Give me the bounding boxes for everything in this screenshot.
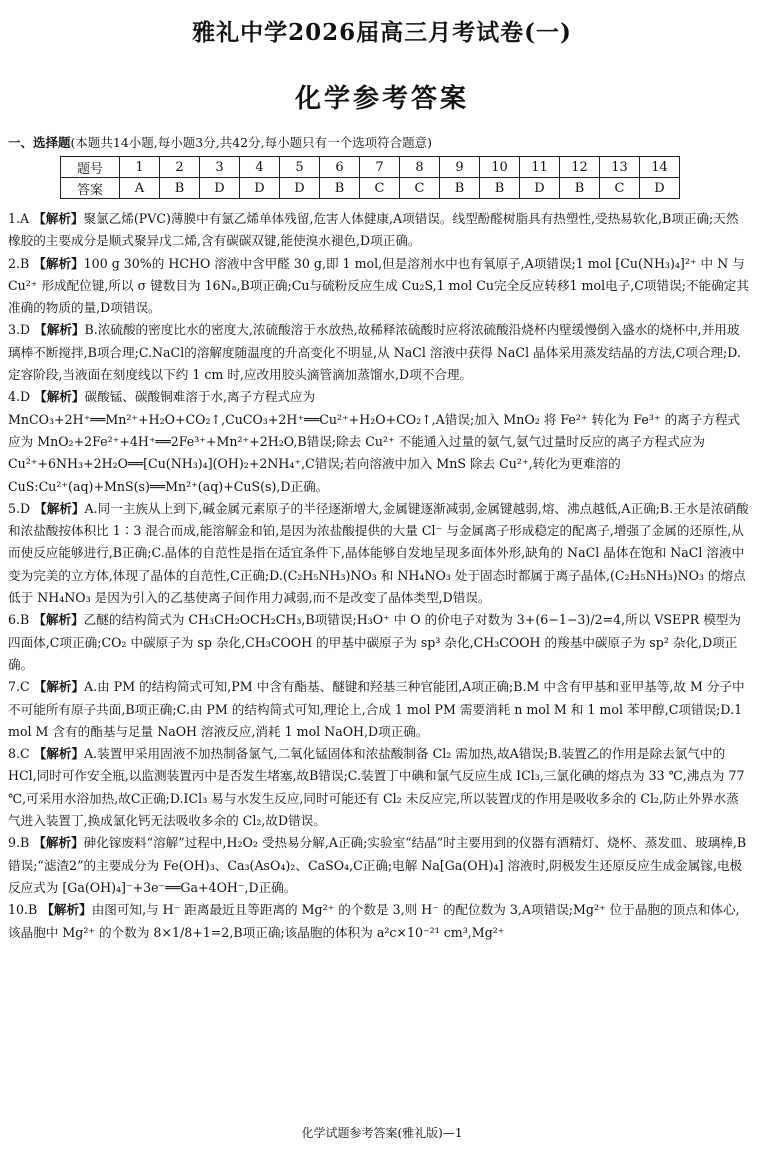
answer-cell: B [320,178,360,199]
analysis-tag: 【解析】 [33,211,84,226]
item-text: B.浓硫酸的密度比水的密度大,浓硫酸溶于水放热,故稀释浓硫酸时应将浓硫酸沿烧杯内壁缓慢倒入盛水的烧杯中,并用玻璃棒不断搅拌,B项合理;C.NaCl的溶解度随温度的升高变化不明显,从 NaCl 溶液中获得 NaCl 晶体采用蒸发结晶的方法,C项合理;D.定容阶段,当液面在刻度线以下约 1 cm 时,应改用胶头滴管滴加蒸馏水,D项不合理。 [8,322,741,383]
page-footer: 化学试题参考答案(雅礼版)—1 [301,1126,463,1140]
answer-cell: D [200,178,240,199]
item-head: 8.C [8,746,30,762]
answer-cell: B [560,178,600,199]
item-head: 6.B [8,612,30,628]
question-number: 3 [200,157,240,178]
question-number: 9 [440,157,480,178]
item-head: 1.A [8,211,30,226]
explanation-item-3 [8,319,750,386]
explanation-item-1 [8,208,750,253]
question-number: 8 [400,157,440,178]
question-number: 5 [280,157,320,178]
answer-cell: B [160,178,200,199]
item-head: 10.B [8,902,38,918]
item-text: 乙醚的结构简式为 CH₃CH₂OCH₂CH₃,B项错误;H₃O⁺ 中 O 的价电子对数为 3+(6−1−3)/2=4,所以 VSEPR 模型为四面体,C项正确;CO₂ 中碳原子为 sp 杂化,CH₃COOH 的甲基中碳原子为 sp³ 杂化,CH₃COOH 的羧基中碳原子为 sp² 杂化,D项正确。 [8,612,741,672]
analysis-tag: 【解析】 [33,835,84,851]
analysis-tag: 【解析】 [34,389,85,405]
section-heading [8,133,748,151]
section-note: (本题共14小题,每小题3分,共42分,每小题只有一个选项符合题意) [70,135,432,150]
question-number: 6 [320,157,360,178]
answer-cell: C [360,178,400,199]
explanation-item-5 [8,498,750,609]
answer-table [60,156,680,199]
answer-cell: D [240,178,280,199]
answer-cell: C [400,178,440,199]
question-number: 11 [520,157,560,178]
analysis-tag: 【解析】 [33,679,85,695]
analysis-tag: 【解析】 [33,255,84,271]
item-text: A.由 PM 的结构简式可知,PM 中含有酯基、醚键和羟基三种官能团,A项正确;B.M 中含有甲基和亚甲基等,故 M 分子中不可能所有原子共面,B项正确;C.由 PM 的结构简式可知,理论上,合成 1 mol PM 需要消耗 n mol M 和 1 mol 苯甲醇,C项错误;D.1 mol M 含有的酯基与足量 NaOH 溶液反应,消耗 1 mol NaOH,D项正确。 [8,679,745,739]
item-text: 碳酸锰、碳酸铜难溶于水,离子方程式应为 MnCO₃+2H⁺══Mn²⁺+H₂O+CO₂↑,CuCO₃+2H⁺══Cu²⁺+H₂O+CO₂↑,A错误;加入 MnO₂ 将 Fe²⁺ 转化为 Fe³⁺ 的离子方程式应为 MnO₂+2Fe²⁺+4H⁺══2Fe³⁺+Mn²⁺+2H₂O,B错误;除去 Cu²⁺ 不能通入过量的氨气,氨气过量时反应的离子方程式应为 Cu²⁺+6NH₃+2H₂O══[Cu(NH₃)₄](OH)₂+2NH₄⁺,C错误;若向溶液中加入 MnS 除去 Cu²⁺,转化为更难溶的 CuS:Cu²⁺(aq)+MnS(s)══Mn²⁺(aq)+CuS(s),D正确。 [8,389,741,494]
section-label: 一、选择题 [8,135,71,150]
school-exam-title: 雅礼中学2026届高三月考试卷(一) [192,19,572,46]
answer-cell: A [120,178,160,199]
item-text: A.装置甲采用固液不加热制备氯气,二氧化锰固体和浓盐酸制备 Cl₂ 需加热,故A错误;B.装置乙的作用是除去氯气中的 HCl,同时可作安全瓶,以监测装置丙中是否发生堵塞,故B错误;C.装置丁中碘和氯气反应生成 ICl₃,三氯化碘的熔点为 33 ℃,沸点为 77 ℃,可采用水浴加热,故C正确;D.ICl₃ 易与水发生反应,同时可能还有 Cl₂ 未反应完,所以装置戊的作用是吸收多余的 Cl₂,防止外界水蒸气进入装置丁,换成氯化钙无法吸收多余的 Cl₂,故D错误。 [8,746,745,829]
answer-cell: D [640,178,680,199]
item-head: 7.C [8,679,30,695]
analysis-tag: 【解析】 [34,500,85,516]
item-text: A.同一主族从上到下,碱金属元素原子的半径逐渐增大,金属键逐渐减弱,金属键越弱,熔、沸点越低,A正确;B.王水是浓硝酸和浓盐酸按体积比 1∶3 混合而成,能溶解金和铂,是因为浓盐酸提供的大量 Cl⁻ 与金属离子形成稳定的配离子,增强了金属的还原性,从而使反应能够进行,B正确;C.晶体的自范性是指在适宜条件下,晶体能够自发地呈现多面体外形,缺角的 NaCl 晶体在饱和 NaCl 溶液中变为完美的立方体,体现了晶体的自范性,C正确;D.(C₂H₅NH₃)NO₃ 和 NH₄NO₃ 处于固态时都属于离子晶体,(C₂H₅NH₃)NO₃ 的熔点低于 NH₄NO₃ 是因为引入的乙基使离子间作用力减弱,而不是改变了晶体类型,D错误。 [8,500,749,606]
analysis-tag: 【解析】 [41,902,92,918]
question-number: 13 [600,157,640,178]
item-head: 3.D [8,322,31,338]
analysis-tag: 【解析】 [34,322,85,338]
item-text: 100 g 30%的 HCHO 溶液中含甲醛 30 g,即 1 mol,但是溶剂水中也有氧原子,A项错误;1 mol [Cu(NH₃)₄]²⁺ 中 N 与 Cu²⁺ 形成配位键,所以 σ 键数目为 16Nₐ,B项正确;Cu与硫粉反应生成 Cu₂S,1 mol Cu完全反应转移1 mol电子,C项错误;不能确定其准确的物质的量,D项错误。 [8,255,749,316]
question-number: 12 [560,157,600,178]
question-number: 1 [120,157,160,178]
answer-cell: B [440,178,480,199]
row-label-numbers: 题号 [61,157,120,178]
answer-cell: C [600,178,640,199]
item-head: 5.D [8,500,31,516]
explanation-item-10 [8,899,750,944]
question-number: 4 [240,157,280,178]
row-label-answers: 答案 [61,178,120,199]
explanation-item-9 [8,832,750,899]
question-number: 14 [640,157,680,178]
item-head: 4.D [8,389,31,405]
analysis-tag: 【解析】 [33,746,85,762]
item-text: 聚氯乙烯(PVC)薄膜中有氯乙烯单体残留,危害人体健康,A项错误。线型酚醛树脂具有热塑性,受热易软化,B项正确;天然橡胶的主要成分是顺式聚异戊二烯,含有碳碳双键,能使溴水褪色,D项正确。 [8,211,739,249]
explanation-item-6 [8,609,750,676]
explanation-item-8 [8,743,750,832]
question-number: 10 [480,157,520,178]
item-head: 9.B [8,835,30,851]
explanation-item-2 [8,253,750,320]
item-text: 砷化镓废料“溶解”过程中,H₂O₂ 受热易分解,A正确;实验室“结晶”时主要用到的仪器有酒精灯、烧杯、蒸发皿、玻璃棒,B错误;“滤渣2”的主要成分为 Fe(OH)₃、Ca₃(AsO₄)₂、CaSO₄,C正确;电解 Na[Ga(OH)₄] 溶液时,阴极发生还原反应生成金属镓,电极反应式为 [Ga(OH)₄]⁻+3e⁻══Ga+4OH⁻,D正确。 [8,835,747,895]
question-number: 7 [360,157,400,178]
item-head: 2.B [8,255,30,271]
answer-table-row-answers [61,178,680,199]
explanation-item-4 [8,386,750,497]
answer-cell: D [520,178,560,199]
answer-table-row-numbers [61,157,680,178]
item-text: 由图可知,与 H⁻ 距离最近且等距离的 Mg²⁺ 的个数是 3,则 H⁻ 的配位数为 3,A项错误;Mg²⁺ 位于晶胞的顶点和体心,该晶胞中 Mg²⁺ 的个数为 8×1/8+1=2,B项正确;该晶胞的体积为 a²c×10⁻²¹ cm³,Mg²⁺ [8,902,740,940]
page-title: 化学参考答案 [294,84,469,114]
explanations-list [8,208,750,944]
answer-cell: D [280,178,320,199]
question-number: 2 [160,157,200,178]
analysis-tag: 【解析】 [33,612,84,628]
answer-cell: B [480,178,520,199]
explanation-item-7 [8,676,750,743]
